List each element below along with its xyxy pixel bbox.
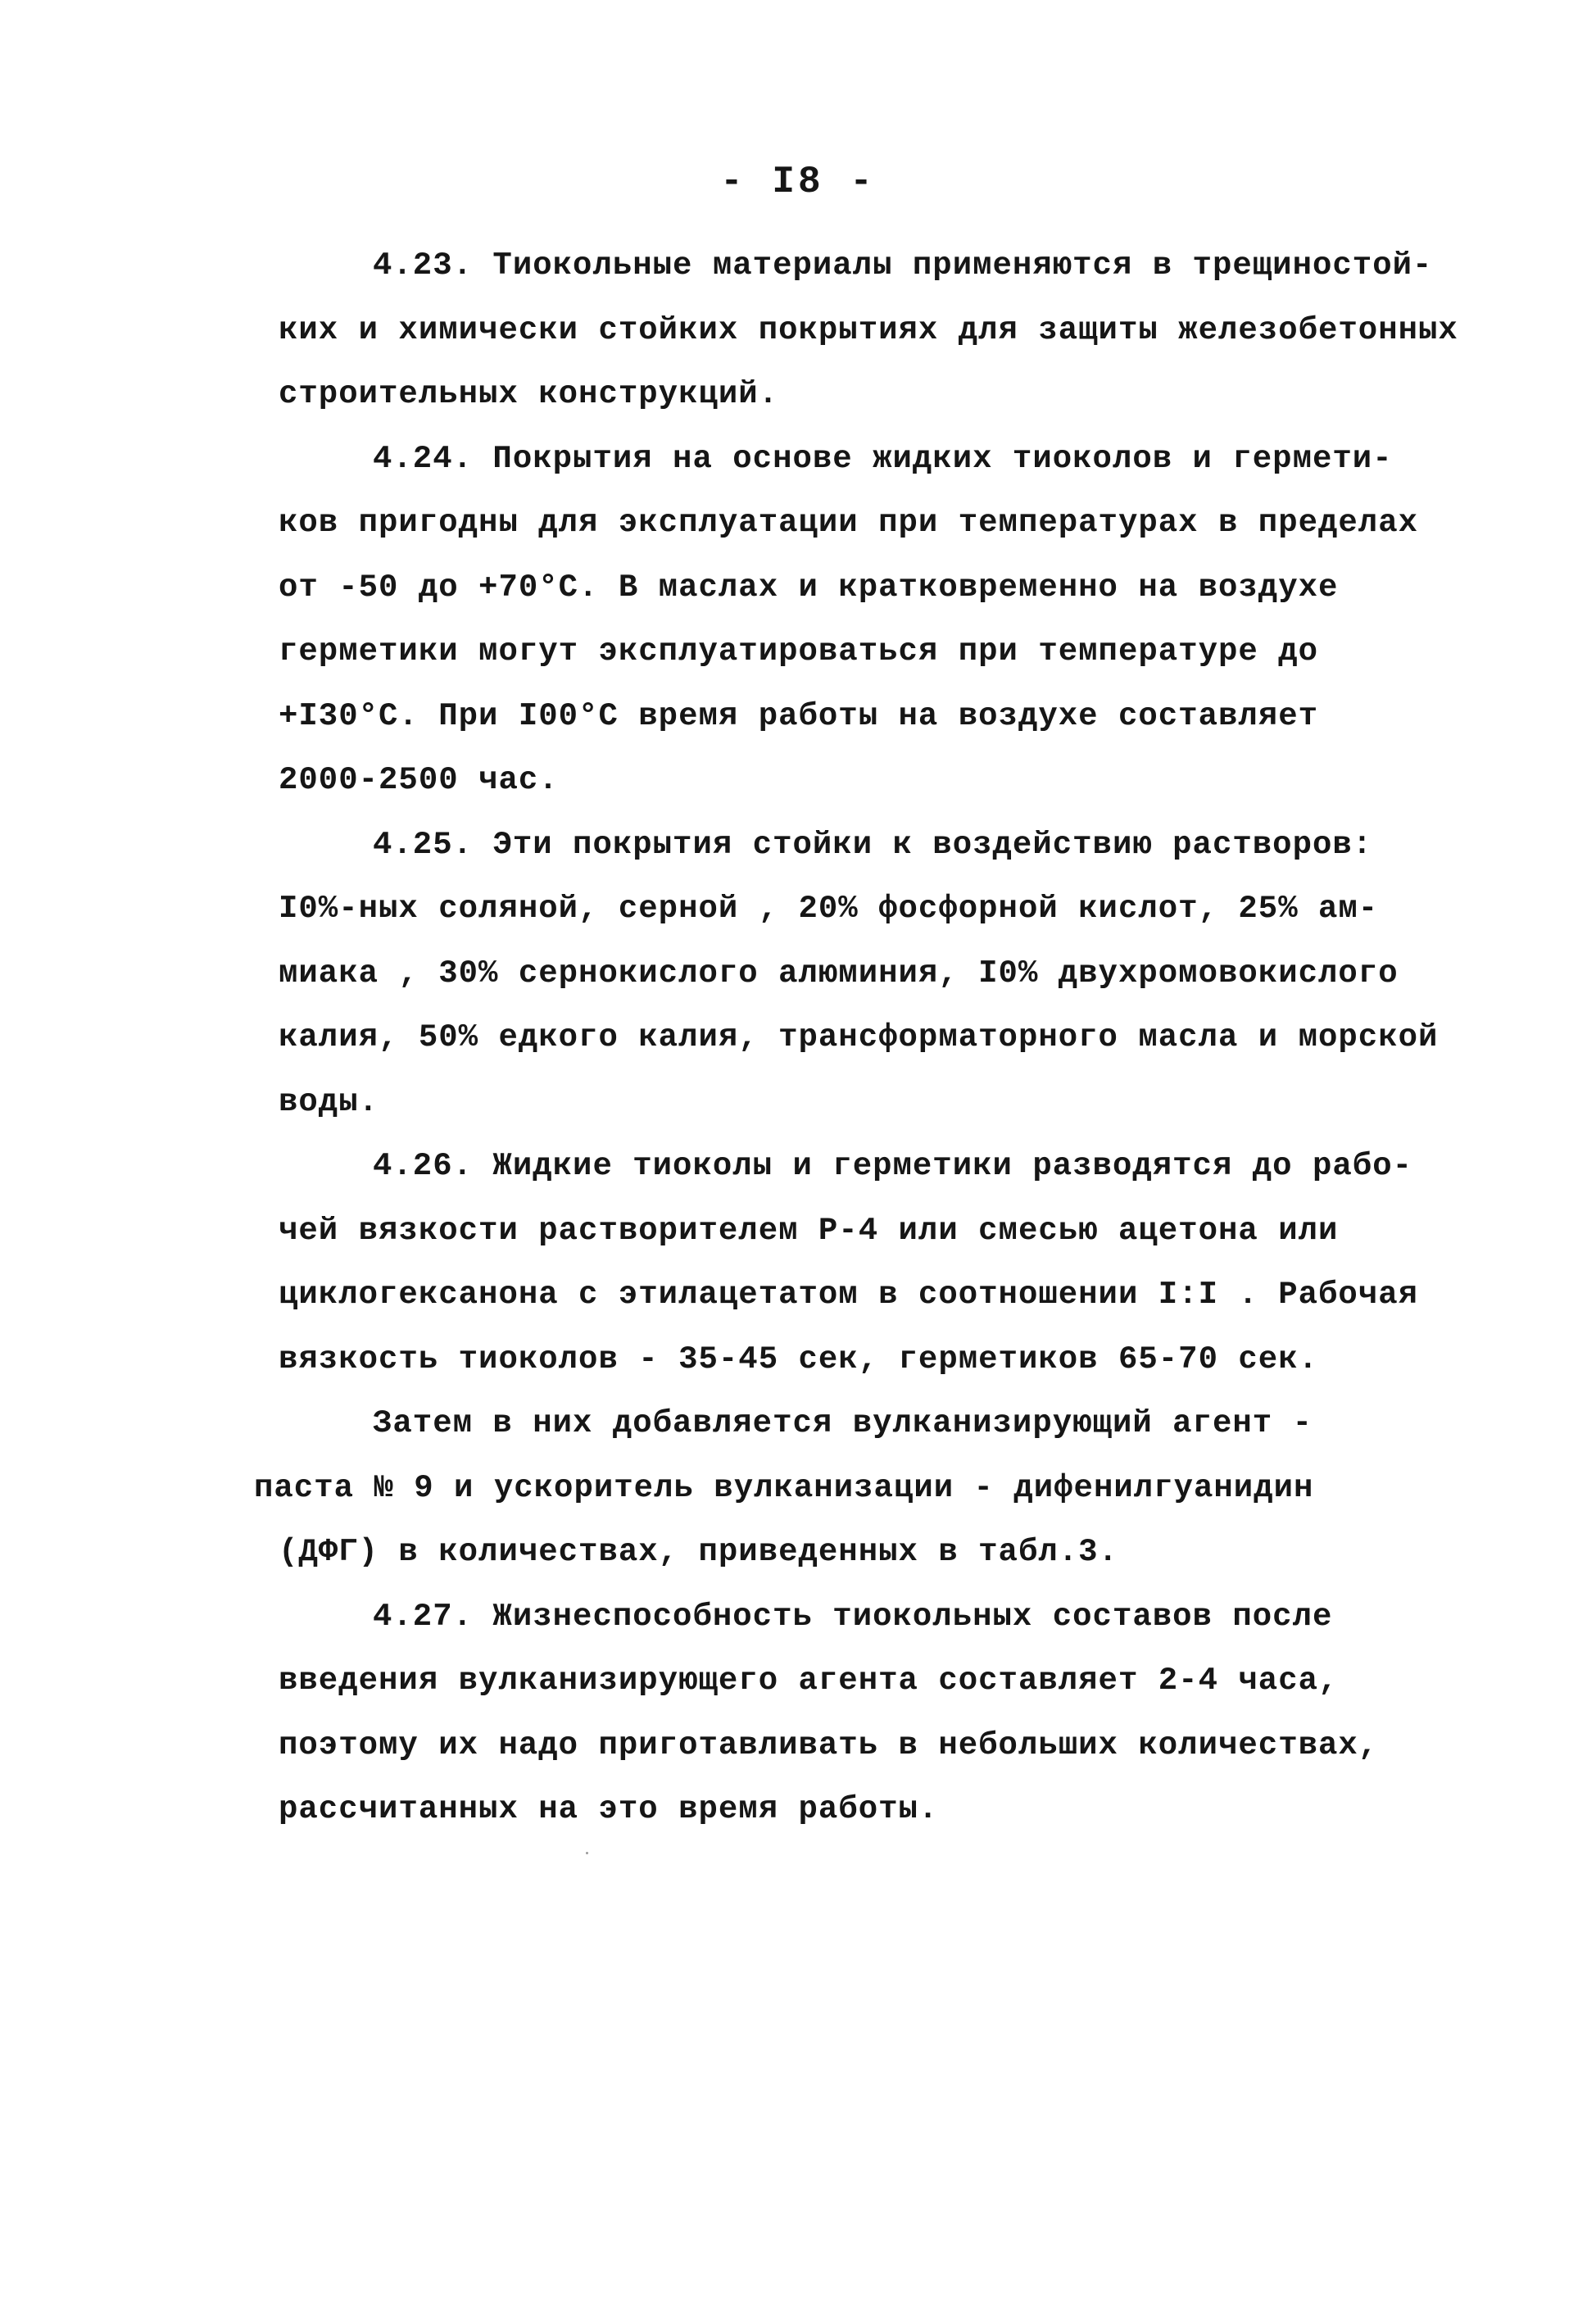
text-line: паста № 9 и ускоритель вулканизации - дифенилгуанидин <box>254 1469 1314 1506</box>
page-number: - I8 - <box>720 161 876 203</box>
text-line: герметики могут эксплуатироваться при температуре до <box>279 633 1318 669</box>
text-line: чей вязкости растворителем Р-4 или смесью ацетона или <box>279 1212 1339 1249</box>
text-line: поэтому их надо приготавливать в небольших количествах, <box>279 1726 1379 1763</box>
paragraph-4-23 <box>279 234 1458 427</box>
paragraph-4-25 <box>279 813 1450 1135</box>
text-line: строительных конструкций. <box>279 376 779 412</box>
text-line: вязкость тиоколов - 35-45 сек, герметиков 65-70 сек. <box>279 1341 1318 1377</box>
paragraph-4-26 <box>279 1134 1450 1391</box>
text-line: (ДФГ) в количествах, приведенных в табл.3. <box>279 1534 1118 1570</box>
text-line: 4.25. Эти покрытия стойки к воздействию растворов: <box>373 826 1373 863</box>
text-line: Затем в них добавляется вулканизирующий агент - <box>373 1405 1313 1441</box>
text-line: введения вулканизирующего агента составляет 2-4 часа, <box>279 1663 1339 1699</box>
text-line: 4.27. Жизнеспособность тиокольных составов после <box>373 1598 1333 1635</box>
text-line: ких и химически стойких покрытиях для защиты железобетонных <box>279 311 1458 348</box>
text-line: I0%-ных соляной, серной , 20% фосфорной кислот, 25% ам- <box>279 891 1379 927</box>
paragraph-4-27 <box>279 1585 1450 1842</box>
text-line: 4.26. Жидкие тиоколы и герметики разводятся до рабо- <box>373 1148 1412 1184</box>
text-line: 4.23. Тиокольные материалы применяются в трещиностой- <box>373 247 1433 284</box>
scan-speck <box>586 1852 588 1854</box>
text-line: миака , 30% сернокислого алюминия, I0% двухромовокислого <box>279 955 1399 991</box>
paragraph-vulcanizing-agent <box>254 1391 1450 1585</box>
text-line: +I30°С. При I00°С время работы на воздухе составляет <box>279 697 1318 734</box>
text-line: калия, 50% едкого калия, трансформаторного масла и морской <box>279 1019 1439 1055</box>
text-line: 4.24. Покрытия на основе жидких тиоколов и гермети- <box>373 440 1393 477</box>
text-line: циклогексанона с этилацетатом в соотношении I:I . Рабочая <box>279 1277 1419 1313</box>
document-body <box>254 234 1458 1842</box>
text-line: 2000-2500 час. <box>279 762 559 798</box>
text-line: воды. <box>279 1083 379 1120</box>
text-line: ков пригодны для эксплуатации при температурах в пределах <box>279 505 1419 541</box>
text-line: от -50 до +70°С. В маслах и кратковременно на воздухе <box>279 569 1339 606</box>
text-line: рассчитанных на это время работы. <box>279 1791 939 1827</box>
paragraph-4-24 <box>279 427 1450 813</box>
